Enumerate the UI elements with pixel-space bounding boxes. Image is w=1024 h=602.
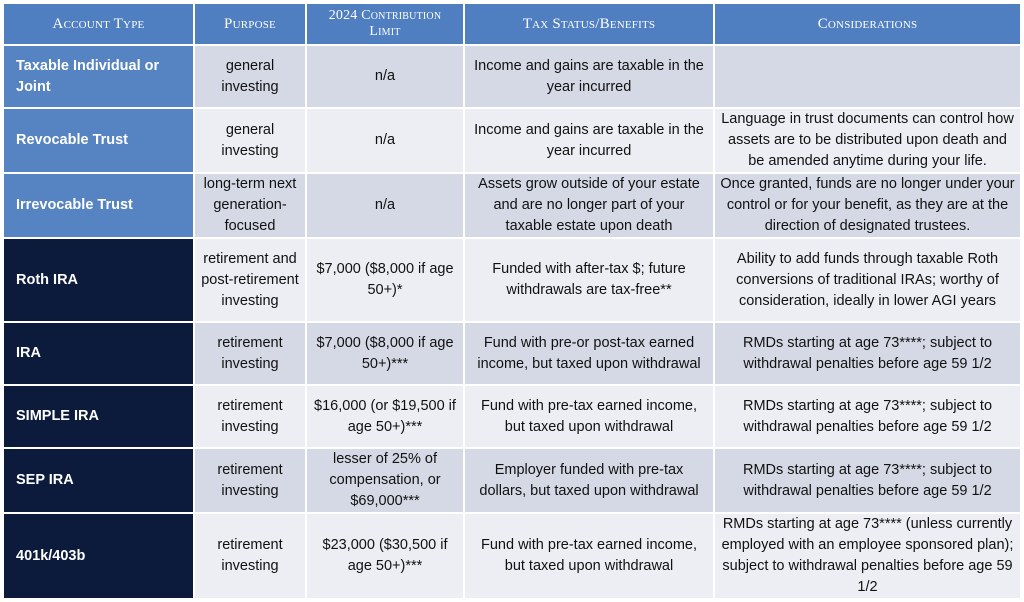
header-considerations: Considerations: [715, 4, 1020, 44]
account-comparison-table: [2, 2, 1022, 600]
considerations-cell: [715, 46, 1020, 107]
table-row: [4, 46, 1020, 107]
header-contribution-limit: 2024 Contribution Limit: [307, 4, 463, 44]
considerations-cell: Language in trust documents can control how assets are to be distributed upon death and be amended anytime during your life.: [715, 109, 1020, 172]
contribution-limit-cell: $7,000 ($8,000 if age 50+)***: [307, 323, 463, 384]
contribution-limit-cell: n/a: [307, 174, 463, 237]
purpose-cell: general investing: [195, 46, 305, 107]
account-type-cell: 401k/403b: [4, 514, 193, 598]
table-row: [4, 323, 1020, 384]
tax-status-cell: Funded with after-tax $; future withdrawals are tax-free**: [465, 239, 713, 321]
header-tax-status: Tax Status/Benefits: [465, 4, 713, 44]
tax-status-cell: Assets grow outside of your estate and are no longer part of your taxable estate upon death: [465, 174, 713, 237]
considerations-cell: Ability to add funds through taxable Roth conversions of traditional IRAs; worthy of consideration, ideally in lower AGI years: [715, 239, 1020, 321]
considerations-cell: RMDs starting at age 73****; subject to withdrawal penalties before age 59 1/2: [715, 323, 1020, 384]
header-row: [4, 4, 1020, 44]
considerations-cell: Once granted, funds are no longer under your control or for your benefit, as they are at the direction of designated trustees.: [715, 174, 1020, 237]
contribution-limit-cell: $23,000 ($30,500 if age 50+)***: [307, 514, 463, 598]
account-type-cell: Revocable Trust: [4, 109, 193, 172]
purpose-cell: long-term next generation-focused: [195, 174, 305, 237]
table-row: [4, 514, 1020, 598]
table-row: [4, 109, 1020, 172]
contribution-limit-cell: n/a: [307, 109, 463, 172]
table-row: [4, 239, 1020, 321]
purpose-cell: retirement investing: [195, 514, 305, 598]
contribution-limit-cell: $16,000 (or $19,500 if age 50+)***: [307, 386, 463, 447]
tax-status-cell: Fund with pre-or post-tax earned income, but taxed upon withdrawal: [465, 323, 713, 384]
header-account-type: Account Type: [4, 4, 193, 44]
contribution-limit-cell: $7,000 ($8,000 if age 50+)*: [307, 239, 463, 321]
considerations-cell: RMDs starting at age 73****; subject to withdrawal penalties before age 59 1/2: [715, 386, 1020, 447]
purpose-cell: retirement investing: [195, 449, 305, 512]
table-row: [4, 174, 1020, 237]
considerations-cell: RMDs starting at age 73****; subject to withdrawal penalties before age 59 1/2: [715, 449, 1020, 512]
table-row: [4, 449, 1020, 512]
tax-status-cell: Fund with pre-tax earned income, but taxed upon withdrawal: [465, 514, 713, 598]
account-type-cell: SEP IRA: [4, 449, 193, 512]
account-type-cell: Roth IRA: [4, 239, 193, 321]
considerations-cell: RMDs starting at age 73**** (unless currently employed with an employee sponsored plan); subject to withdrawal penalties before age 59 1/2: [715, 514, 1020, 598]
tax-status-cell: Fund with pre-tax earned income, but taxed upon withdrawal: [465, 386, 713, 447]
purpose-cell: general investing: [195, 109, 305, 172]
tax-status-cell: Employer funded with pre-tax dollars, but taxed upon withdrawal: [465, 449, 713, 512]
account-type-cell: Irrevocable Trust: [4, 174, 193, 237]
purpose-cell: retirement and post-retirement investing: [195, 239, 305, 321]
account-type-cell: SIMPLE IRA: [4, 386, 193, 447]
contribution-limit-cell: n/a: [307, 46, 463, 107]
purpose-cell: retirement investing: [195, 323, 305, 384]
contribution-limit-cell: lesser of 25% of compensation, or $69,000***: [307, 449, 463, 512]
purpose-cell: retirement investing: [195, 386, 305, 447]
account-type-cell: IRA: [4, 323, 193, 384]
account-type-cell: Taxable Individual or Joint: [4, 46, 193, 107]
table-row: [4, 386, 1020, 447]
tax-status-cell: Income and gains are taxable in the year incurred: [465, 46, 713, 107]
header-purpose: Purpose: [195, 4, 305, 44]
tax-status-cell: Income and gains are taxable in the year incurred: [465, 109, 713, 172]
